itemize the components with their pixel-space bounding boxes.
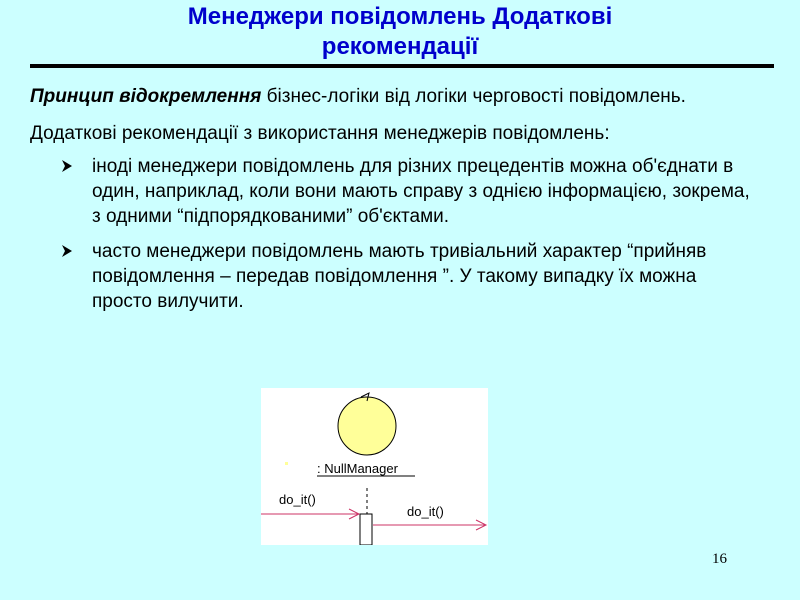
slide-title-line-1: Менеджери повідомлень Додаткові bbox=[187, 3, 613, 30]
incoming-message-label: do_it() bbox=[279, 492, 316, 507]
object-label: : NullManager bbox=[317, 461, 398, 476]
slide-title bbox=[0, 2, 800, 62]
bullet-text: іноді менеджери повідомлень для різних прецедентів можна об'єднати в один, наприклад, коли вони мають справу з однією інформацією, зокрема, з одними “підпорядкованими” об'єктами. bbox=[92, 156, 750, 227]
uml-sequence-diagram bbox=[261, 388, 488, 545]
title-divider bbox=[30, 64, 774, 68]
bullet-text: часто менеджери повідомлень мають тривіальний характер “прийняв повідомлення – передав повідомлення ”. У такому випадку їх можна просто вилучити. bbox=[92, 241, 707, 312]
principle-rest: бізнес-логіки від логіки черговості повідомлень. bbox=[261, 86, 686, 107]
principle-lead: Принцип відокремлення bbox=[30, 86, 262, 107]
arrowhead-bullet-icon bbox=[60, 244, 74, 258]
slide-title-line-2: рекомендації bbox=[321, 33, 479, 60]
outgoing-message-label: do_it() bbox=[407, 504, 444, 519]
activation-box bbox=[360, 514, 372, 545]
principle-paragraph bbox=[30, 84, 750, 109]
diagram-canvas bbox=[261, 388, 488, 545]
page-number: 16 bbox=[712, 551, 727, 567]
slide-body bbox=[30, 84, 750, 324]
control-object-circle bbox=[338, 397, 396, 455]
recommendations-intro: Додаткові рекомендації з використання менеджерів повідомлень: bbox=[30, 123, 610, 144]
marker-dot bbox=[285, 462, 288, 465]
list-item bbox=[30, 239, 750, 314]
recommendations-list bbox=[30, 154, 750, 314]
list-item bbox=[30, 154, 750, 229]
arrowhead-bullet-icon bbox=[60, 159, 74, 173]
